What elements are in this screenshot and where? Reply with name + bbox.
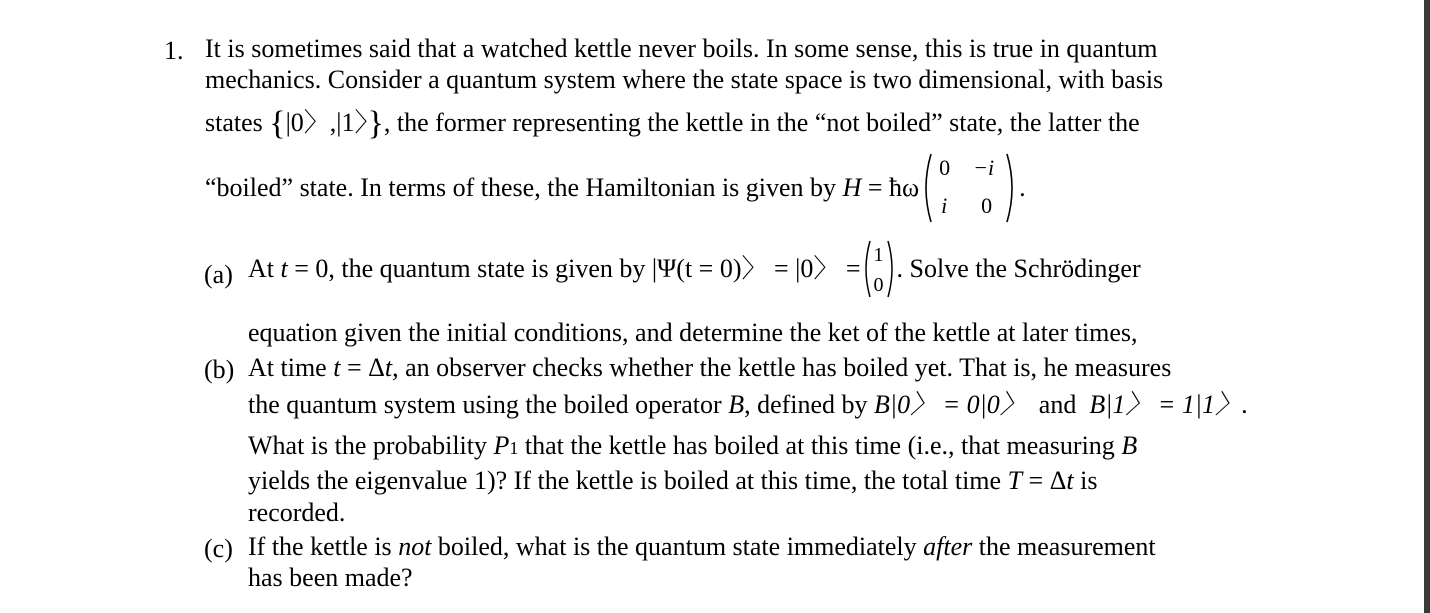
matrix-cell-11: 0 — [939, 155, 951, 180]
part-b-line-1-mid: = Δ — [340, 353, 385, 382]
matrix-cell-21: i — [941, 193, 948, 218]
part-c-line-2 — [248, 565, 413, 591]
part-c-line-1-pre: If the kettle is — [248, 532, 399, 561]
intro-line-4-pre: “boiled” state. In terms of these, the Hamiltonian is given by — [205, 173, 843, 202]
part-b-t-var-3: t — [1066, 466, 1074, 495]
part-b-line-2-pre: the quantum system using the boiled operator — [248, 390, 729, 419]
part-b-line-4-post: is — [1073, 466, 1098, 495]
part-b-line-5 — [248, 500, 345, 526]
intro-line-1-text: It is sometimes said that a watched kettle never boils. In some sense, this is true in quantum — [205, 34, 1158, 63]
part-a-line-1-pre: At — [248, 254, 281, 283]
part-b-line-4-pre: yields the eigenvalue 1)? If the kettle is boiled at this time, the total time — [248, 466, 1008, 495]
window-edge-bar — [1424, 0, 1430, 613]
intro-line-3-pre: states — [205, 108, 270, 137]
intro-line-4-post: . — [1019, 173, 1026, 202]
left-brace: { — [269, 105, 286, 142]
operator-b: B — [728, 390, 745, 419]
intro-line-2 — [205, 67, 1163, 93]
matrix-parentheses — [919, 151, 1019, 225]
part-b-line-2-post: . — [1241, 390, 1248, 419]
part-b-line-2-and: and — [1025, 390, 1090, 419]
hamiltonian-symbol: H — [842, 173, 862, 202]
part-b-line-4-mid: = Δ — [1022, 466, 1067, 495]
problem-number: 1. — [164, 36, 184, 65]
intro-line-4 — [205, 151, 1026, 225]
matrix-cell-12: −i — [973, 155, 995, 180]
part-a-line-2 — [248, 320, 1138, 346]
part-b-line-2-mid: , defined by — [744, 390, 875, 419]
intro-line-3-post: , the former representing the kettle in the “not boiled” state, the latter the — [383, 108, 1140, 137]
vector-cell-2: 0 — [873, 274, 884, 296]
eigen-equation-1: B|1〉 = 1|1〉 — [1089, 390, 1242, 419]
part-b-line-3-pre: What is the probability — [248, 431, 494, 460]
eigen-equation-0: B|0〉 = 0|0〉 — [874, 390, 1026, 419]
part-b-t-var: t — [333, 353, 341, 382]
part-c-line-1-mid: boiled, what is the quantum state immediately — [431, 532, 924, 561]
hamiltonian-matrix — [919, 151, 1019, 225]
intro-line-1 — [205, 36, 1157, 62]
part-c-line-2-text: has been made? — [248, 563, 413, 592]
part-b-line-2 — [248, 392, 1248, 418]
part-b-line-1-post: , an observer checks whether the kettle has boiled yet. That is, he measures — [392, 353, 1172, 382]
part-b-label: (b) — [204, 355, 235, 384]
part-c-line-1 — [248, 534, 1156, 560]
part-a-line-2-text: equation given the initial conditions, and determine the ket of the kettle at later times, — [248, 318, 1138, 347]
part-c-label: (c) — [204, 534, 233, 563]
basis-set: |0〉,|1〉 — [285, 108, 368, 137]
part-b-line-1-pre: At time — [248, 353, 334, 382]
emphasis-after: after — [923, 532, 973, 561]
probability-symbol: P — [493, 431, 510, 460]
initial-state-expression: |Ψ(t = 0)〉 = |0〉 = — [651, 254, 861, 283]
matrix-cell-22: 0 — [981, 193, 993, 218]
part-a-t-var: t — [280, 254, 288, 283]
initial-state-vector — [861, 239, 897, 299]
part-b-line-5-text: recorded. — [248, 498, 346, 527]
part-b-line-3-mid: that the kettle has boiled at this time (i.e., that measuring — [518, 431, 1122, 460]
operator-b-2: B — [1121, 431, 1138, 460]
probability-subscript: 1 — [509, 438, 519, 458]
intro-line-3 — [205, 107, 1140, 141]
part-a-line-1 — [248, 239, 1141, 299]
hamiltonian-prefactor: = ħω — [861, 173, 920, 202]
emphasis-not: not — [398, 532, 432, 561]
part-b-t-var-2: t — [384, 353, 393, 382]
vector-cell-1: 1 — [873, 244, 884, 266]
part-b-line-3 — [248, 433, 1137, 459]
part-b-line-1 — [248, 355, 1171, 381]
part-b-line-4 — [248, 468, 1098, 494]
part-c-line-1-post: the measurement — [972, 532, 1156, 561]
right-brace: } — [367, 105, 384, 142]
total-time-symbol: T — [1007, 466, 1023, 495]
part-a-label: (a) — [204, 260, 233, 289]
part-a-line-1-mid: = 0, the quantum state is given by — [287, 254, 652, 283]
intro-line-2-text: mechanics. Consider a quantum system where the state space is two dimensional, with basis — [205, 65, 1164, 94]
part-a-line-1-post: . Solve the Schrödinger — [896, 254, 1141, 283]
